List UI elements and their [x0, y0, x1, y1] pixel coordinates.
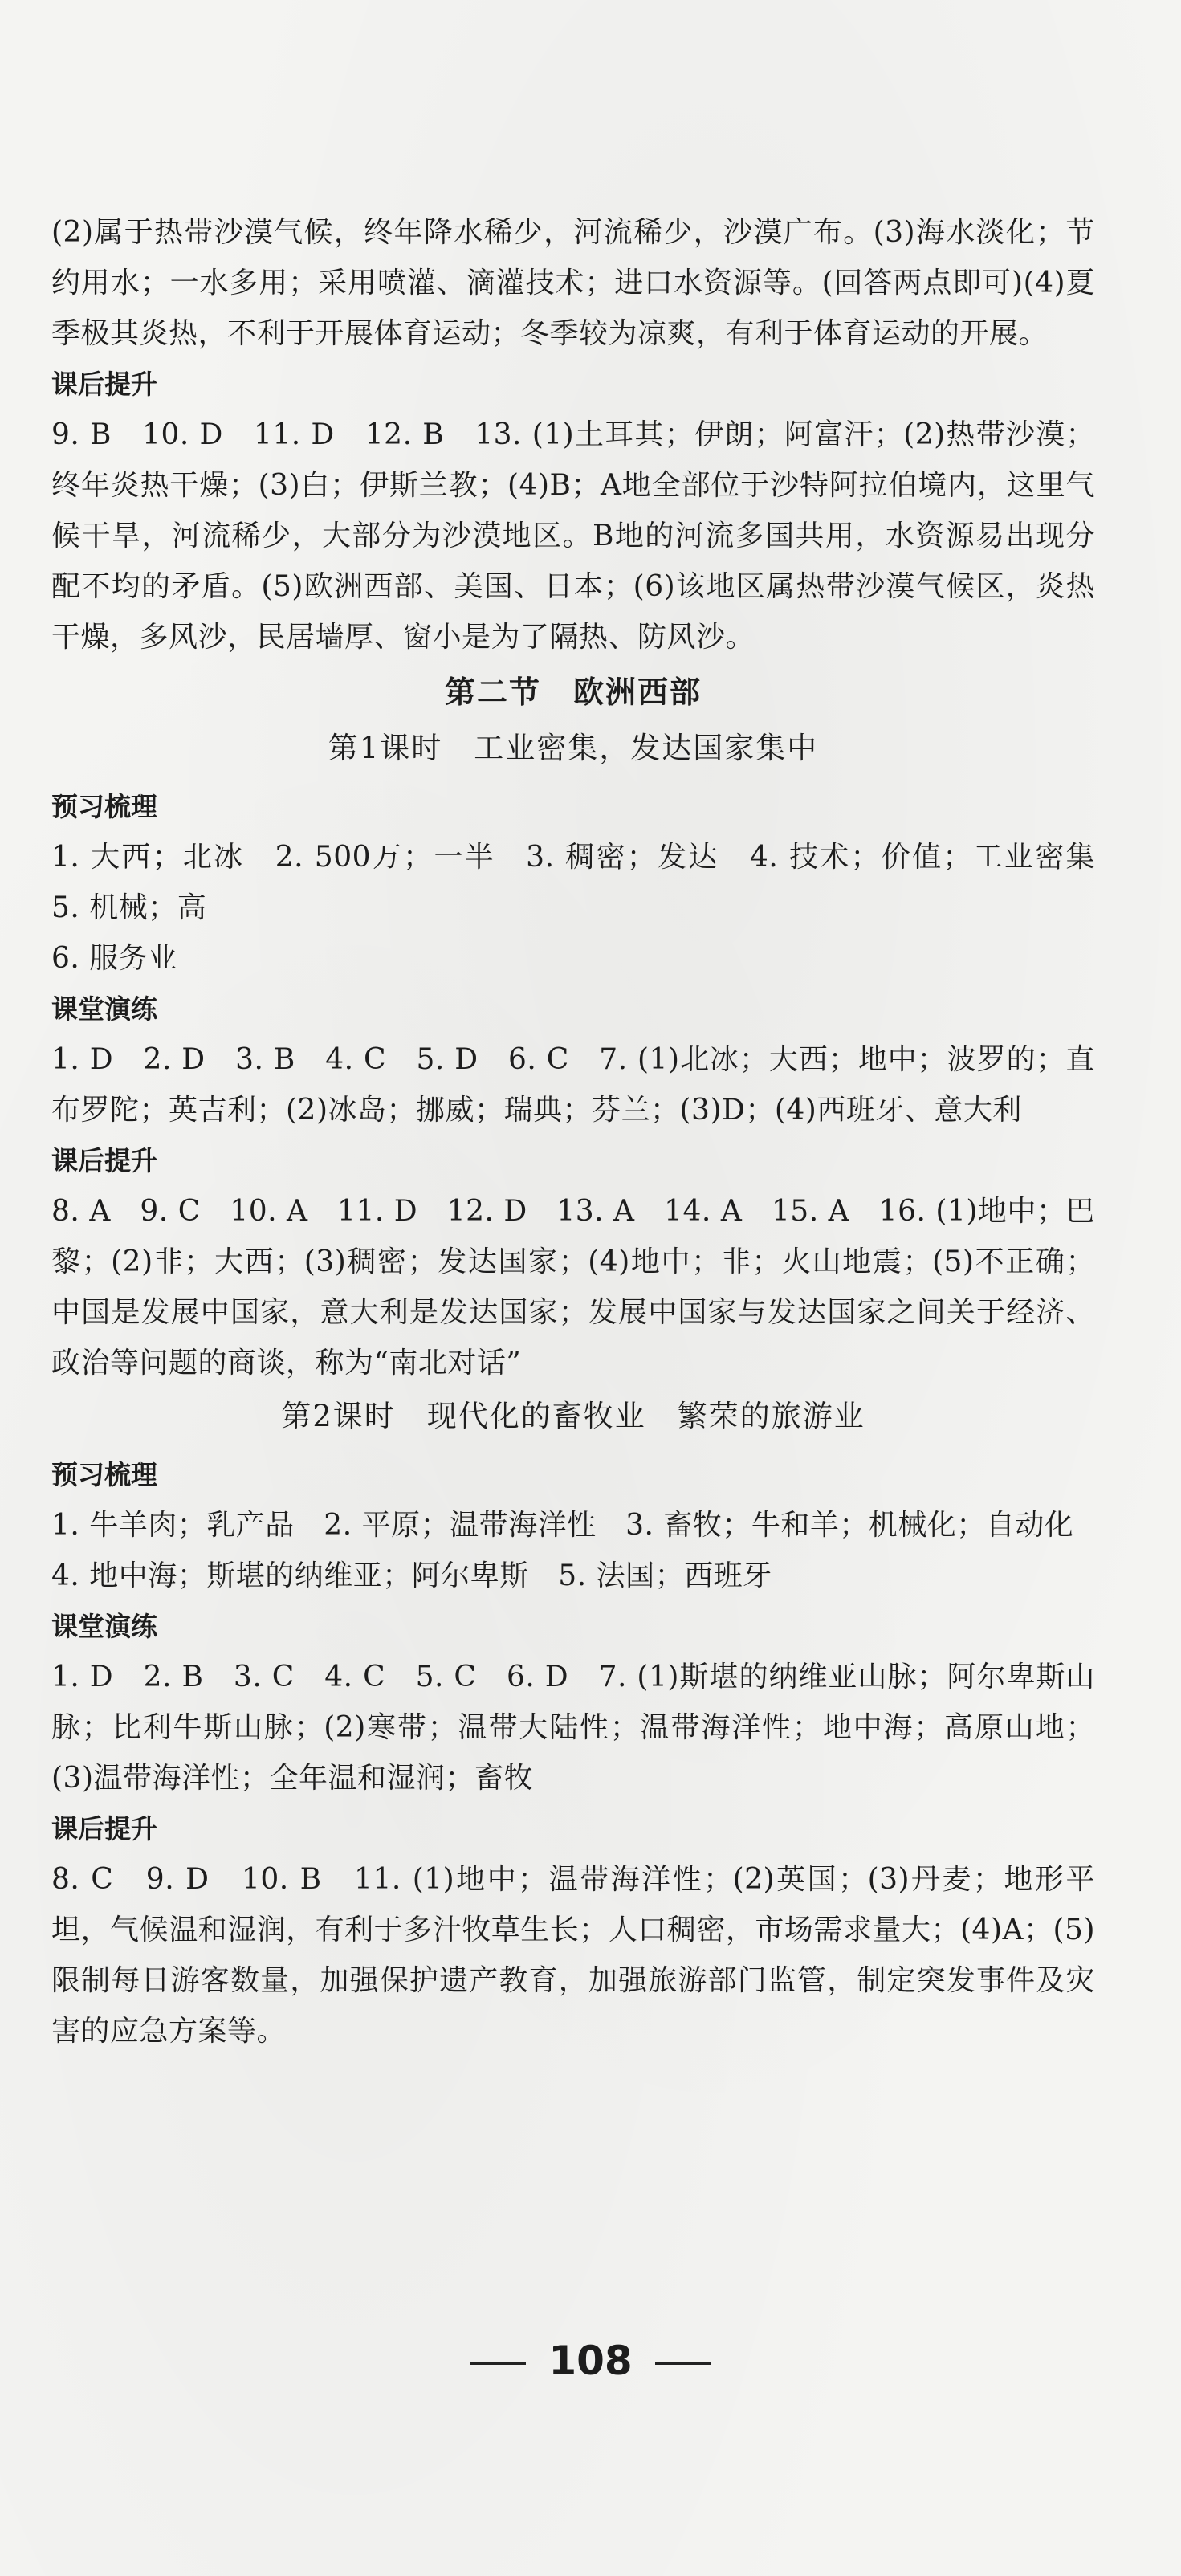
answer-paragraph: 8. A 9. C 10. A 11. D 12. D 13. A 14. A 15. A 16. (1)地中；巴黎；(2)非；大西；(3)稠密；发达国家；(4)地中；非；火山地震；(5)不正确；中国是发展中国家，意大利是发达国家；发展中国家与发达国家之间关于经济、政治等问题的商谈，称为“南北对话” [51, 1195, 1095, 1380]
page-footer [0, 2333, 1181, 2389]
answer-content [51, 207, 1125, 2056]
answer-paragraph: 1. D 2. D 3. B 4. C 5. D 6. C 7. (1)北冰；大西；地中；波罗的；直布罗陀；英吉利；(2)冰岛；挪威；瑞典；芬兰；(3)D；(4)西班牙、意大利 [51, 1043, 1095, 1127]
answer-paragraph: 9. B 10. D 11. D 12. B 13. (1)土耳其；伊朗；阿富汗；(2)热带沙漠；终年炎热干燥；(3)白；伊斯兰教；(4)B；A地全部位于沙特阿拉伯境内，这里气候干旱，河流稀少，大部分为沙漠地区。B地的河流多国共用，水资源易出现分配不均的矛盾。(5)欧洲西部、美国、日本；(6)该地区属热带沙漠气候区，炎热干燥，多风沙，民居墙厚、窗小是为了隔热、防风沙。 [51, 418, 1095, 654]
section-heading: 课堂演练 [51, 1611, 157, 1642]
lesson-title: 第2课时 现代化的畜牧业 繁荣的旅游业 [281, 1399, 865, 1433]
section-heading: 课后提升 [51, 1145, 157, 1176]
footer-dash-right [655, 2362, 711, 2365]
answer-paragraph: 1. D 2. B 3. C 4. C 5. C 6. D 7. (1)斯堪的纳维亚山脉；阿尔卑斯山脉；比利牛斯山脉；(2)寒带；温带大陆性；温带海洋性；地中海；高原山地；(3)温带海洋性；全年温和湿润；畜牧 [51, 1661, 1095, 1795]
answer-paragraph: 8. C 9. D 10. B 11. (1)地中；温带海洋性；(2)英国；(3)丹麦；地形平坦，气候温和湿润，有利于多汁牧草生长；人口稠密，市场需求量大；(4)A；(5)限制每日游客数量，加强保护遗产教育，加强旅游部门监管，制定突发事件及灾害的应急方案等。 [51, 1863, 1095, 2048]
answer-paragraph: 4. 地中海；斯堪的纳维亚；阿尔卑斯 5. 法国；西班牙 [51, 1559, 772, 1592]
answer-paragraph: 1. 牛羊肉；乳产品 2. 平原；温带海洋性 3. 畜牧；牛和羊；机械化；自动化 [51, 1509, 1074, 1542]
answer-paragraph: 1. 大西；北冰 2. 500万；一半 3. 稠密；发达 4. 技术；价值；工业密集 5. 机械；高 [51, 841, 1125, 924]
page-number: 108 [548, 2338, 633, 2384]
answer-paragraph: (2)属于热带沙漠气候，终年降水稀少，河流稀少，沙漠广布。(3)海水淡化；节约用水；一水多用；采用喷灌、滴灌技术；进口水资源等。(回答两点即可)(4)夏季极其炎热，不利于开展体育运动；冬季较为凉爽，有利于体育运动的开展。 [51, 216, 1095, 350]
footer-dash-left [470, 2362, 526, 2365]
lesson-title: 第1课时 工业密集，发达国家集中 [328, 731, 819, 765]
answer-paragraph: 6. 服务业 [51, 942, 177, 975]
section-heading: 课后提升 [51, 369, 157, 400]
section-heading: 课堂演练 [51, 993, 157, 1025]
section-heading: 课后提升 [51, 1813, 157, 1844]
section-heading: 预习梳理 [51, 1459, 157, 1490]
section-title: 第二节 欧洲西部 [444, 675, 702, 710]
section-heading: 预习梳理 [51, 791, 157, 822]
